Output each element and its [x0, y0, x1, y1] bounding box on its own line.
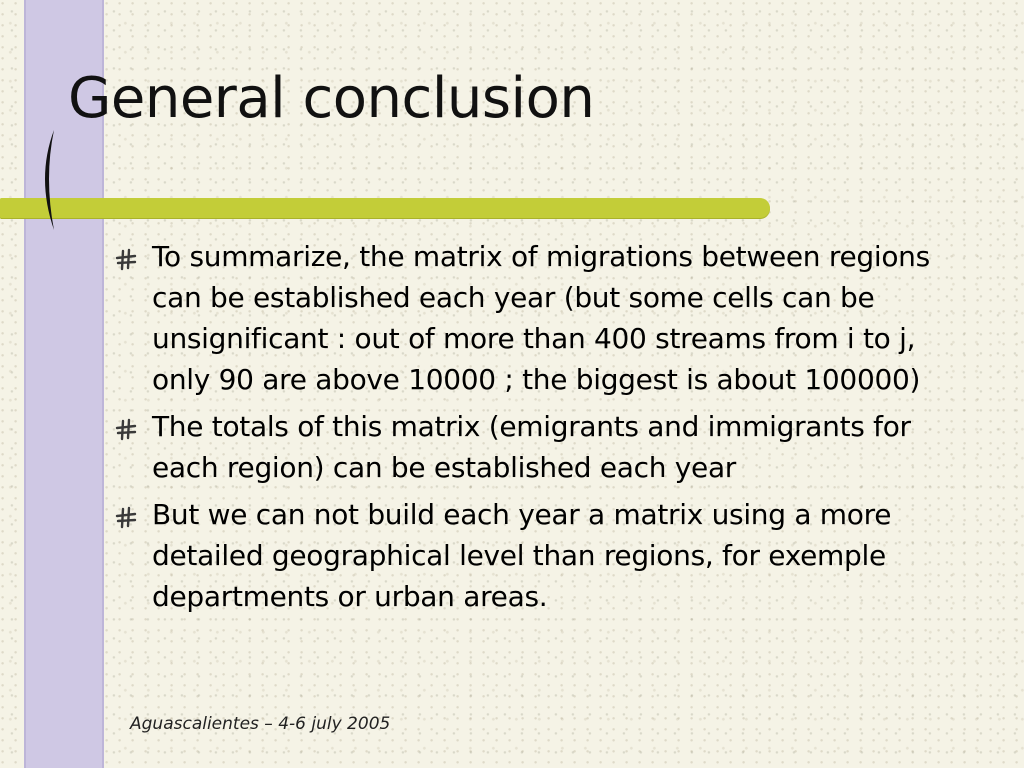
footer-text: Aguascalientes – 4-6 july 2005 [130, 714, 391, 734]
list-item [112, 236, 972, 400]
bullet-list [112, 236, 972, 623]
list-item [112, 406, 972, 488]
title-underline-bar [0, 198, 770, 218]
asterisk-bullet-icon [114, 248, 138, 272]
list-item [112, 494, 972, 617]
bracket-icon [30, 128, 70, 232]
slide-title: General conclusion [68, 66, 595, 131]
bullet-text: To summarize, the matrix of migrations between regions can be established each year (but some cells can be unsignificant : out of more than 400 streams from i to j, only 90 are above 10000 ; the biggest is about 100000) [152, 240, 930, 396]
bullet-text: The totals of this matrix (emigrants and immigrants for each region) can be established each year [152, 410, 911, 484]
asterisk-bullet-icon [114, 506, 138, 530]
bullet-text: But we can not build each year a matrix using a more detailed geographical level than regions, for exemple departments or urban areas. [152, 498, 892, 613]
asterisk-bullet-icon [114, 418, 138, 442]
